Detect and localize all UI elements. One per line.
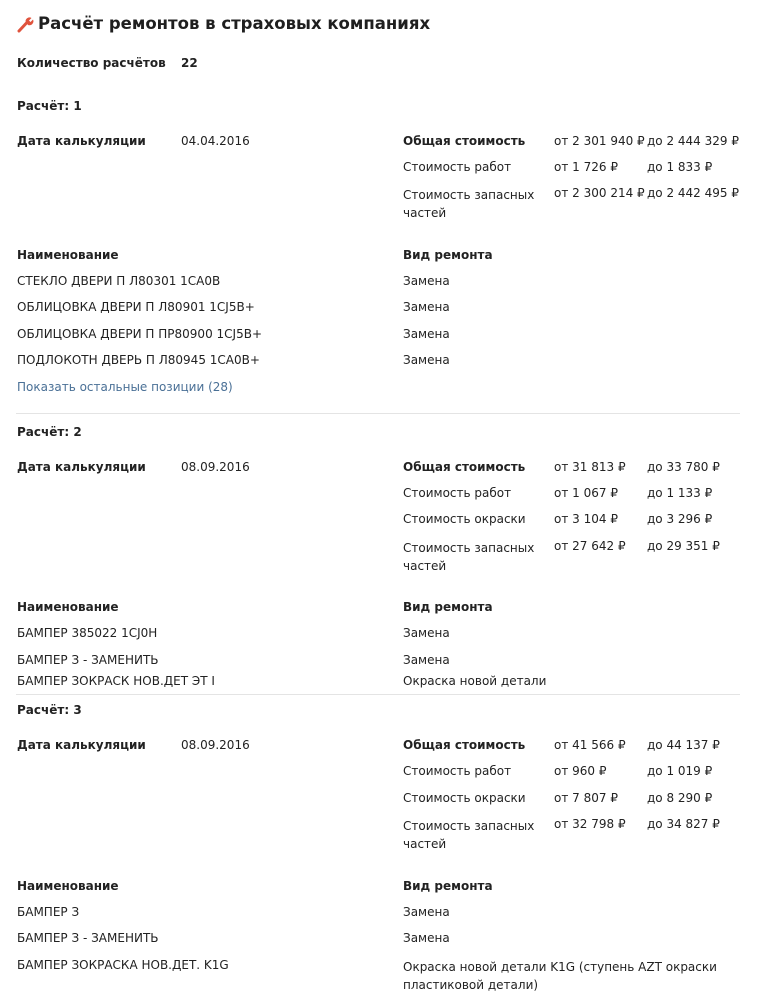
total-cost-from: от 31 813 ₽ [554, 460, 626, 474]
date-label: Дата калькуляции [17, 738, 146, 752]
page-title: Расчёт ремонтов в страховых компаниях [38, 14, 431, 33]
labor-cost-label: Стоимость работ [403, 160, 512, 174]
item-name: ОБЛИЦОВКА ДВЕРИ П ПР80900 1CJ5B+ [17, 327, 262, 341]
parts-cost-from: от 27 642 ₽ [554, 539, 626, 553]
paint-cost-to: до 8 290 ₽ [647, 791, 713, 805]
total-cost-label: Общая стоимость [403, 460, 526, 474]
date-value: 08.09.2016 [181, 738, 250, 752]
parts-cost-label: Стоимость запасных частей [403, 541, 535, 573]
labor-cost-from: от 1 067 ₽ [554, 486, 618, 500]
repair-type-header: Вид ремонта [403, 248, 493, 262]
calc-title: Расчёт: 3 [17, 703, 82, 717]
item-type: Окраска новой детали [403, 674, 547, 688]
repair-type-header: Вид ремонта [403, 879, 493, 893]
calc-count-label: Количество расчётов [17, 56, 166, 70]
parts-cost-to: до 29 351 ₽ [647, 539, 720, 553]
item-type: Замена [403, 626, 450, 640]
name-header: Наименование [17, 879, 119, 893]
calc-title: Расчёт: 2 [17, 425, 82, 439]
paint-cost-from: от 3 104 ₽ [554, 512, 618, 526]
show-more-link[interactable]: Показать остальные позиции (28) [17, 380, 233, 394]
calc-title: Расчёт: 1 [17, 99, 82, 113]
total-cost-from: от 2 301 940 ₽ [554, 134, 645, 148]
item-name: ПОДЛОКОТН ДВЕРЬ П Л80945 1CA0B+ [17, 353, 260, 367]
paint-cost-label: Стоимость окраски [403, 791, 526, 805]
labor-cost-from: от 960 ₽ [554, 764, 607, 778]
item-type: Замена [403, 274, 450, 288]
date-value: 04.04.2016 [181, 134, 250, 148]
date-label: Дата калькуляции [17, 134, 146, 148]
total-cost-from: от 41 566 ₽ [554, 738, 626, 752]
wrench-icon [16, 15, 34, 33]
labor-cost-from: от 1 726 ₽ [554, 160, 618, 174]
labor-cost-label: Стоимость работ [403, 486, 512, 500]
date-value: 08.09.2016 [181, 460, 250, 474]
paint-cost-label: Стоимость окраски [403, 512, 526, 526]
item-name: БАМПЕР З [17, 905, 80, 919]
total-cost-to: до 33 780 ₽ [647, 460, 720, 474]
parts-cost-from: от 32 798 ₽ [554, 817, 626, 831]
item-type: Замена [403, 353, 450, 367]
divider [16, 413, 740, 414]
calc-count-value: 22 [181, 56, 198, 70]
item-name: БАМПЕР З - ЗАМЕНИТЬ [17, 931, 159, 945]
labor-cost-to: до 1 133 ₽ [647, 486, 713, 500]
paint-cost-from: от 7 807 ₽ [554, 791, 618, 805]
repair-type-header: Вид ремонта [403, 600, 493, 614]
parts-cost-to: до 34 827 ₽ [647, 817, 720, 831]
item-name: ОБЛИЦОВКА ДВЕРИ П Л80901 1CJ5B+ [17, 300, 255, 314]
labor-cost-label: Стоимость работ [403, 764, 512, 778]
item-type: Замена [403, 931, 450, 945]
name-header: Наименование [17, 600, 119, 614]
item-name: БАМПЕР ЗОКРАСК НОВ.ДЕТ ЭТ I [17, 674, 215, 688]
item-name: БАМПЕР 385022 1CJ0H [17, 626, 158, 640]
parts-cost-label: Стоимость запасных частей [403, 188, 535, 220]
paint-cost-to: до 3 296 ₽ [647, 512, 713, 526]
item-name: СТЕКЛО ДВЕРИ П Л80301 1CA0B [17, 274, 221, 288]
item-type: Окраска новой детали K1G (ступень AZT окраски пластиковой детали) [403, 960, 717, 992]
labor-cost-to: до 1 833 ₽ [647, 160, 713, 174]
item-type: Замена [403, 905, 450, 919]
item-type: Замена [403, 653, 450, 667]
labor-cost-to: до 1 019 ₽ [647, 764, 713, 778]
item-name: БАМПЕР ЗОКРАСКА НОВ.ДЕТ. K1G [17, 958, 229, 972]
parts-cost-to: до 2 442 495 ₽ [647, 186, 739, 200]
total-cost-label: Общая стоимость [403, 134, 526, 148]
total-cost-to: до 2 444 329 ₽ [647, 134, 739, 148]
date-label: Дата калькуляции [17, 460, 146, 474]
parts-cost-from: от 2 300 214 ₽ [554, 186, 645, 200]
item-type: Замена [403, 327, 450, 341]
total-cost-label: Общая стоимость [403, 738, 526, 752]
name-header: Наименование [17, 248, 119, 262]
item-type: Замена [403, 300, 450, 314]
item-name: БАМПЕР З - ЗАМЕНИТЬ [17, 653, 159, 667]
total-cost-to: до 44 137 ₽ [647, 738, 720, 752]
divider [16, 694, 740, 695]
parts-cost-label: Стоимость запасных частей [403, 819, 535, 851]
